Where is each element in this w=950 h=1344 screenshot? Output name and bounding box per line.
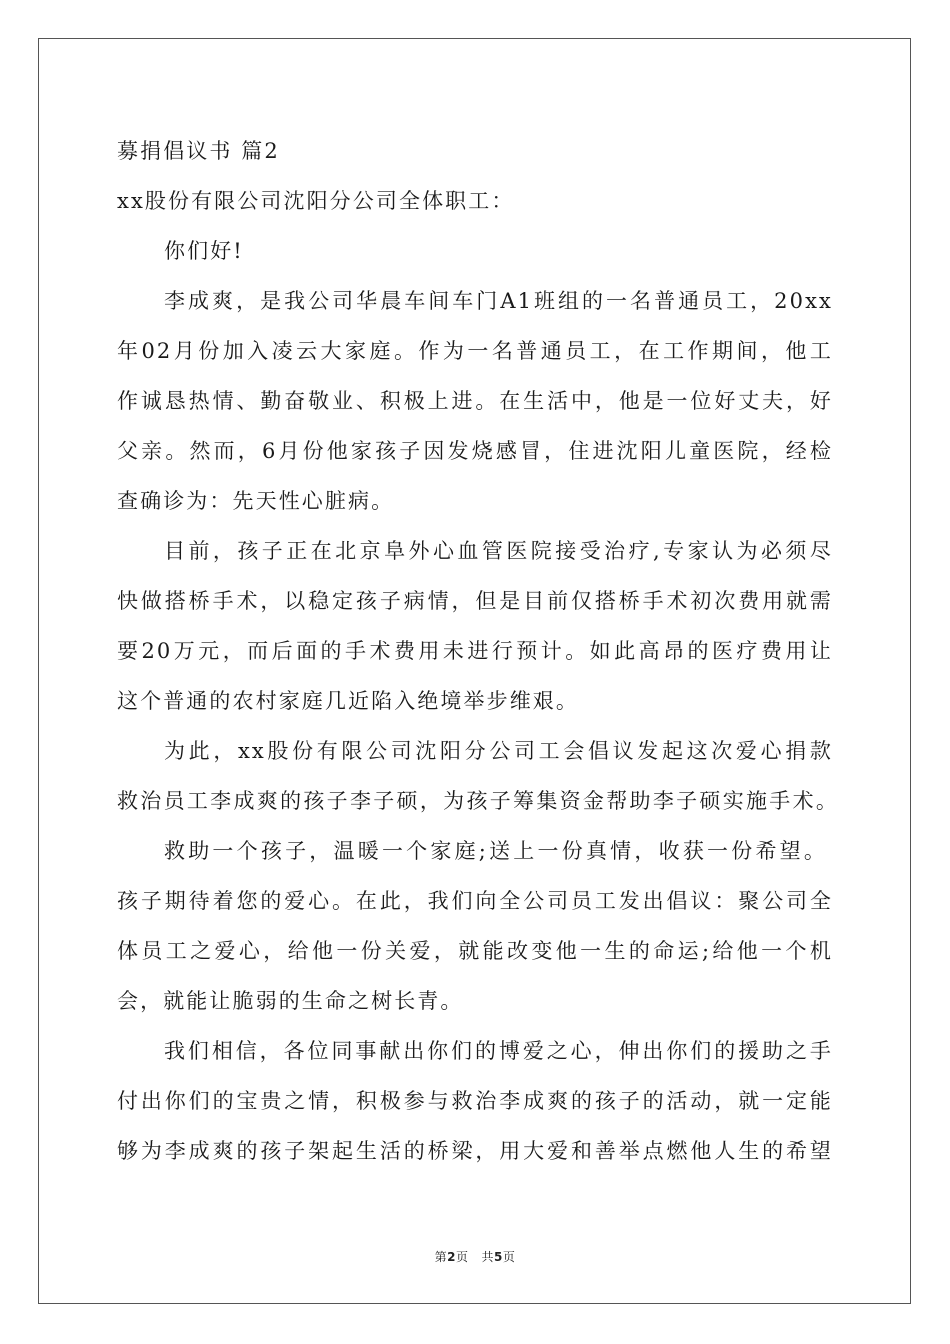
footer-suffix: 页: [502, 1250, 516, 1264]
paragraph-1-line: 李成爽，是我公司华晨车间车门A1班组的一名普通员工，20xx: [164, 289, 833, 313]
greeting: 你们好!: [164, 239, 244, 263]
paragraph-2-line: 目前，孩子正在北京阜外心血管医院接受治疗,专家认为必须尽: [164, 539, 833, 563]
paragraph-4-line: 体员工之爱心，给他一份关爱，就能改变他一生的命运;给他一个机: [117, 939, 833, 963]
paragraph-2-line: 快做搭桥手术，以稳定孩子病情，但是目前仅搭桥手术初次费用就需: [117, 589, 833, 613]
footer-mid: 页 共: [456, 1250, 494, 1264]
paragraph-3-line: 救治员工李成爽的孩子李子硕，为孩子筹集资金帮助李子硕实施手术。: [117, 789, 839, 813]
paragraph-4-line: 孩子期待着您的爱心。在此，我们向全公司员工发出倡议：聚公司全: [117, 889, 833, 913]
paragraph-1-line: 父亲。然而，6月份他家孩子因发烧感冒，住进沈阳儿童医院，经检: [117, 439, 833, 463]
current-page-number: 2: [447, 1250, 457, 1264]
paragraph-3-line: 为此，xx股份有限公司沈阳分公司工会倡议发起这次爱心捐款: [164, 739, 833, 763]
page-number-footer: [0, 1248, 950, 1265]
paragraph-2-line: 要20万元，而后面的手术费用未进行预计。如此高昂的医疗费用让: [117, 639, 833, 663]
paragraph-5-line: 够为李成爽的孩子架起生活的桥梁，用大爱和善举点燃他人生的希望: [117, 1139, 833, 1163]
paragraph-5-line: 付出你们的宝贵之情，积极参与救治李成爽的孩子的活动，就一定能: [117, 1089, 833, 1113]
paragraph-1-line: 年02月份加入凌云大家庭。作为一名普通员工，在工作期间，他工: [117, 339, 833, 363]
document-title: 募捐倡议书 篇2: [117, 139, 280, 163]
total-page-count: 5: [493, 1250, 503, 1264]
paragraph-1-line: 作诚恳热情、勤奋敬业、积极上进。在生活中，他是一位好丈夫，好: [117, 389, 833, 413]
salutation: xx股份有限公司沈阳分公司全体职工：: [117, 189, 515, 213]
paragraph-2-line: 这个普通的农村家庭几近陷入绝境举步维艰。: [117, 689, 579, 713]
paragraph-4-line: 救助一个孩子，温暖一个家庭;送上一份真情，收获一份希望。: [164, 839, 827, 863]
paragraph-1-line: 查确诊为：先天性心脏病。: [117, 489, 395, 513]
paragraph-5-line: 我们相信，各位同事献出你们的博爱之心，伸出你们的援助之手: [164, 1039, 833, 1063]
paragraph-4-line: 会，就能让脆弱的生命之树长青。: [117, 989, 464, 1013]
footer-prefix: 第: [434, 1250, 448, 1264]
